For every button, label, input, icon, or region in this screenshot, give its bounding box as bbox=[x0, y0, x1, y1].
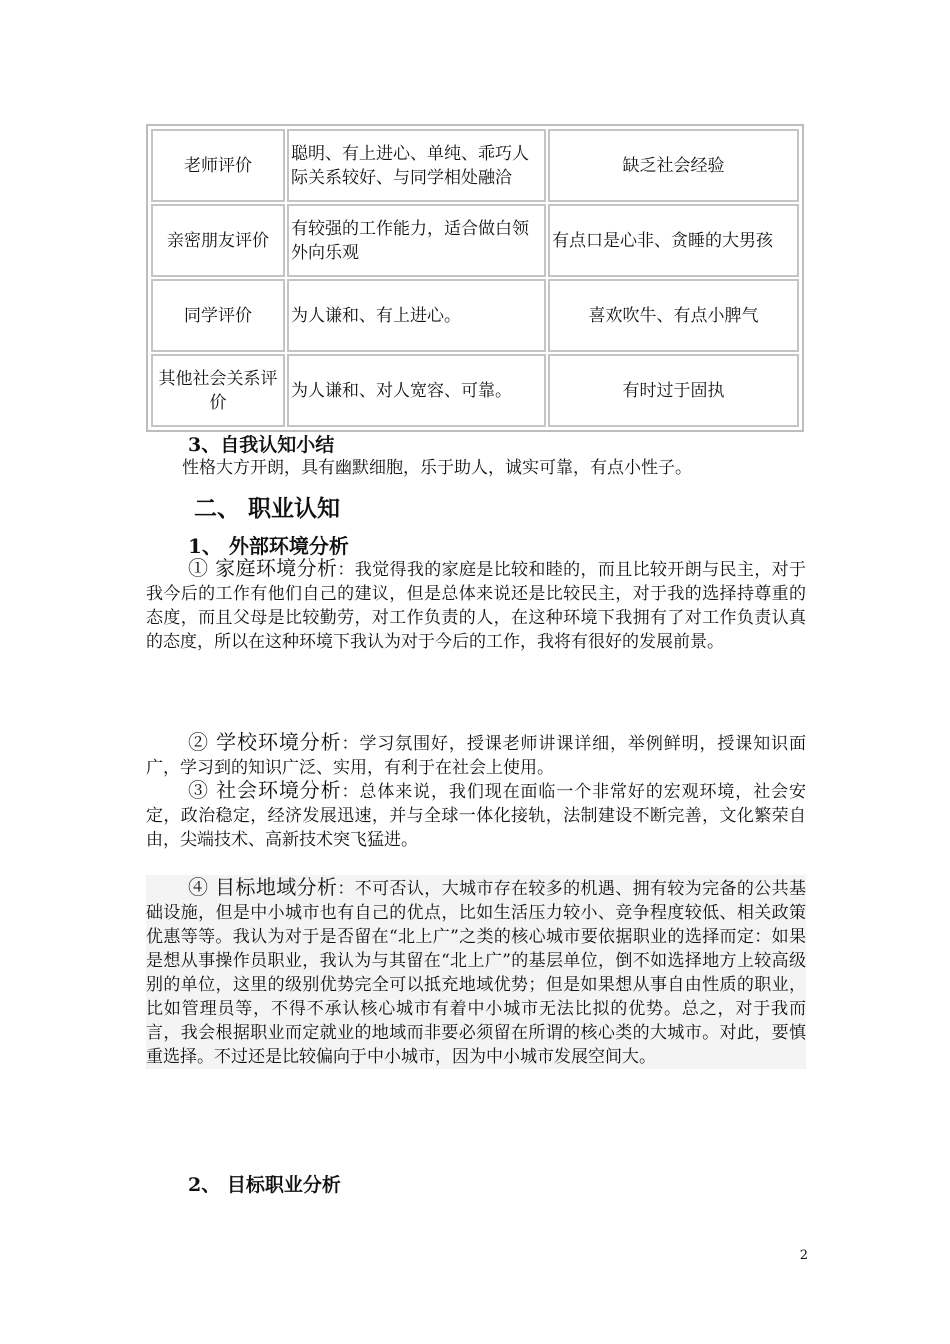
evaluation-table bbox=[146, 124, 804, 432]
evaluator-cell: 其他社会关系评价 bbox=[151, 354, 285, 427]
evaluator-cell: 亲密朋友评价 bbox=[151, 204, 285, 277]
summary-heading: 3、自我认知小结 bbox=[188, 434, 335, 456]
region-analysis-paragraph bbox=[146, 875, 806, 1069]
school-analysis-label: ② 学校环境分析 bbox=[188, 730, 342, 754]
summary-text: 性格大方开朗，具有幽默细胞，乐于助人，诚实可靠，有点小性子。 bbox=[182, 458, 692, 478]
table-row bbox=[150, 203, 800, 278]
subsection-heading: 1、 外部环境分析 bbox=[188, 534, 349, 558]
strength-cell: 聪明、有上进心、单纯、乖巧人际关系较好、与同学相处融洽 bbox=[287, 129, 546, 202]
strength-cell: 为人谦和、有上进心。 bbox=[287, 279, 546, 352]
region-analysis-text: ：不可否认，大城市存在较多的机遇、拥有较为完备的公共基础设施，但是中小城市也有自己的优点，比如生活压力较小、竞争程度较低、相关政策优惠等等。我认为对于是否留在“北上广”之类的核心城市要依据职业的选择而定：如果是想从事操作员职业，我认为与其留在“北上广”的基层单位，倒不如选择地方上较高级别的单位，这里的级别优势完全可以抵充地域优势；但是如果想从事自由性质的职业，比如管理员等，不得不承认核心城市有着中小城市无法比拟的优势。总之，对于我而言，我会根据职业而定就业的地域而非要必须留在所谓的核心类的大城市。对此，要慎重选择。不过还是比较偏向于中小城市，因为中小城市发展空间大。 bbox=[146, 879, 807, 1067]
strength-cell: 为人谦和、对人宽容、可靠。 bbox=[287, 354, 546, 427]
table-row bbox=[150, 128, 800, 203]
school-analysis-text: ：学习氛围好，授课老师讲课详细，举例鲜明，授课知识面广，学习到的知识广泛、实用，有利于在社会上使用。 bbox=[146, 734, 807, 778]
family-analysis-text: ：我觉得我的家庭是比较和睦的，而且比较开朗与民主，对于我今后的工作有他们自己的建议，但是总体来说还是比较民主，对于我的选择持尊重的态度，而且父母是比较勤劳，对工作负责的人，在这种环境下我拥有了对工作负责认真的态度，所以在这种环境下我认为对于今后的工作，我将有很好的发展前景。 bbox=[146, 560, 807, 652]
subsection-heading: 2、 目标职业分析 bbox=[188, 1174, 341, 1196]
region-analysis-label: ④ 目标地域分析 bbox=[188, 875, 338, 899]
weakness-cell: 喜欢吹牛、有点小脾气 bbox=[548, 279, 799, 352]
society-analysis-label: ③ 社会环境分析 bbox=[188, 778, 342, 802]
society-analysis-paragraph bbox=[146, 778, 806, 852]
society-analysis-text: ：总体来说，我们现在面临一个非常好的宏观环境，社会安定，政治稳定，经济发展迅速，并与全球一体化接轨，法制建设不断完善，文化繁荣自由，尖端技术、高新技术突飞猛进。 bbox=[146, 782, 807, 850]
section-heading: 二、 职业认知 bbox=[194, 495, 341, 522]
school-analysis-paragraph bbox=[146, 730, 806, 780]
weakness-cell: 有时过于固执 bbox=[548, 354, 799, 427]
table-row bbox=[150, 278, 800, 353]
family-analysis-label: ① 家庭环境分析 bbox=[188, 556, 338, 580]
family-analysis-paragraph bbox=[146, 556, 806, 654]
evaluator-cell: 老师评价 bbox=[151, 129, 285, 202]
weakness-cell: 缺乏社会经验 bbox=[548, 129, 799, 202]
evaluator-cell: 同学评价 bbox=[151, 279, 285, 352]
strength-cell: 有较强的工作能力，适合做白领外向乐观 bbox=[287, 204, 546, 277]
weakness-cell: 有点口是心非、贪睡的大男孩 bbox=[548, 204, 799, 277]
page-number: 2 bbox=[799, 1248, 808, 1263]
table-row bbox=[150, 353, 800, 428]
